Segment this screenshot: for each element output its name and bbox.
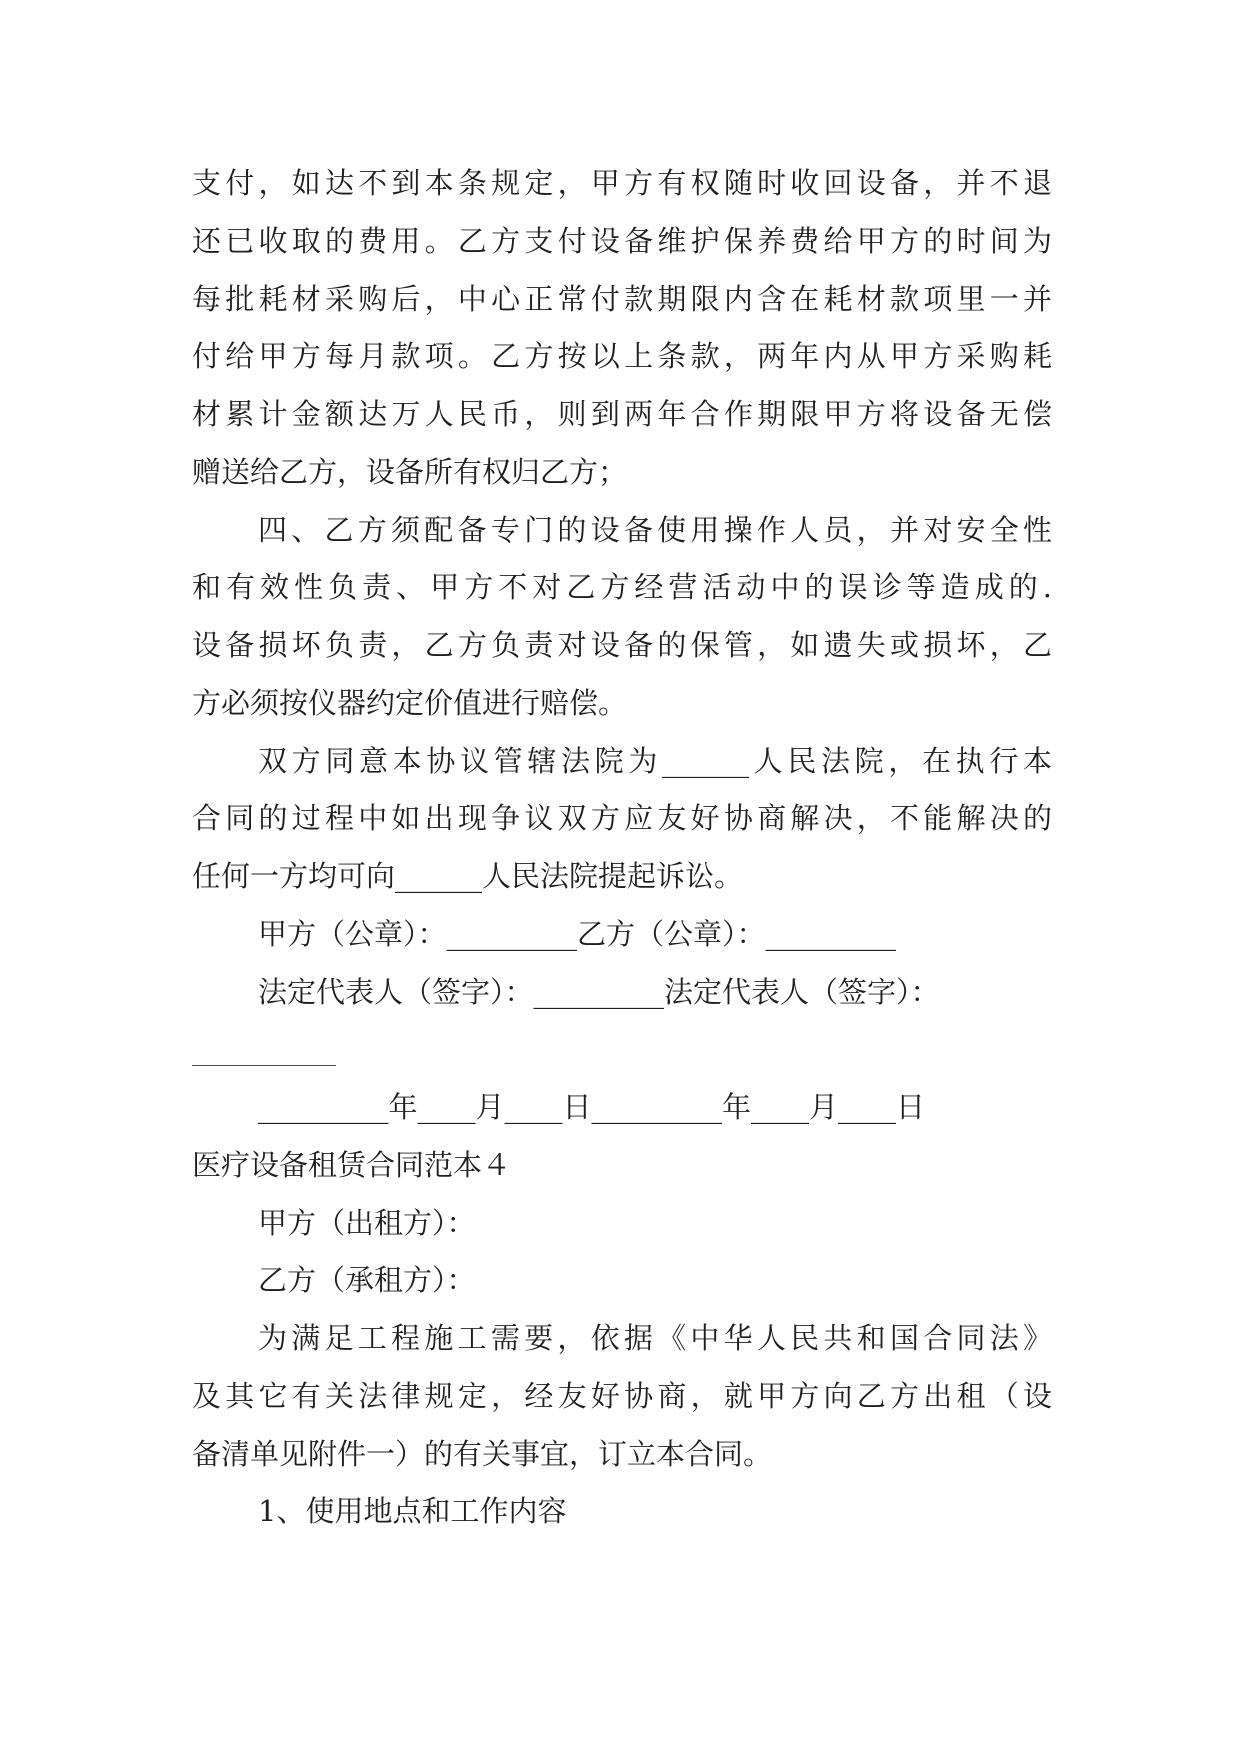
paragraph-line: 备清单见附件一）的有关事宜，订立本合同。 xyxy=(192,1437,773,1471)
paragraph-line: 方必须按仪器约定价值进行赔偿。 xyxy=(192,686,628,720)
seal-line: 甲方（公章）：_________乙方（公章）：_________ xyxy=(258,917,897,951)
paragraph-line: 材累计金额达万人民币，则到两年合作期限甲方将设备无偿 xyxy=(192,397,1052,431)
clause-four-line: 四、乙方须配备专门的设备使用操作人员，并对安全性 xyxy=(258,513,1052,547)
paragraph-line: 每批耗材采购后，中心正常付款期限内含在耗材款项里一并 xyxy=(192,282,1052,316)
paragraph-line: 付给甲方每月款项。乙方按以上条款，两年内从甲方采购耗 xyxy=(192,339,1052,373)
lessor-line: 甲方（出租方）： xyxy=(258,1206,476,1240)
clause-heading: 1、使用地点和工作内容 xyxy=(258,1494,567,1528)
paragraph-line: 及其它有关法律规定，经友好协商，就甲方向乙方出租（设 xyxy=(192,1379,1052,1413)
signature-blank xyxy=(192,1065,336,1066)
jurisdiction-line: 双方同意本协议管辖法院为______人民法院，在执行本 xyxy=(258,744,1052,778)
date-line: _________年____月____日_________年____月____日 xyxy=(258,1090,926,1124)
lessee-line: 乙方（承租方）： xyxy=(258,1263,476,1297)
paragraph-line: 支付，如达不到本条规定，甲方有权随时收回设备，并不退 xyxy=(192,166,1052,200)
preamble-line: 为满足工程施工需要，依据《中华人民共和国合同法》 xyxy=(258,1321,1052,1355)
paragraph-line: 还已收取的费用。乙方支付设备维护保养费给甲方的时间为 xyxy=(192,224,1052,258)
section-heading: 医疗设备租赁合同范本４ xyxy=(192,1148,512,1182)
paragraph-line: 和有效性负责、甲方不对乙方经营活动中的误诊等造成的. xyxy=(192,570,1052,604)
paragraph-line: 赠送给乙方，设备所有权归乙方； xyxy=(192,455,628,489)
paragraph-line: 设备损坏负责，乙方负责对设备的保管，如遗失或损坏，乙 xyxy=(192,628,1052,662)
legal-representative-line: 法定代表人（签字）：_________法定代表人（签字）： xyxy=(258,975,940,1009)
paragraph-line: 任何一方均可向______人民法院提起诉讼。 xyxy=(192,859,744,893)
paragraph-line: 合同的过程中如出现争议双方应友好协商解决，不能解决的 xyxy=(192,801,1052,835)
